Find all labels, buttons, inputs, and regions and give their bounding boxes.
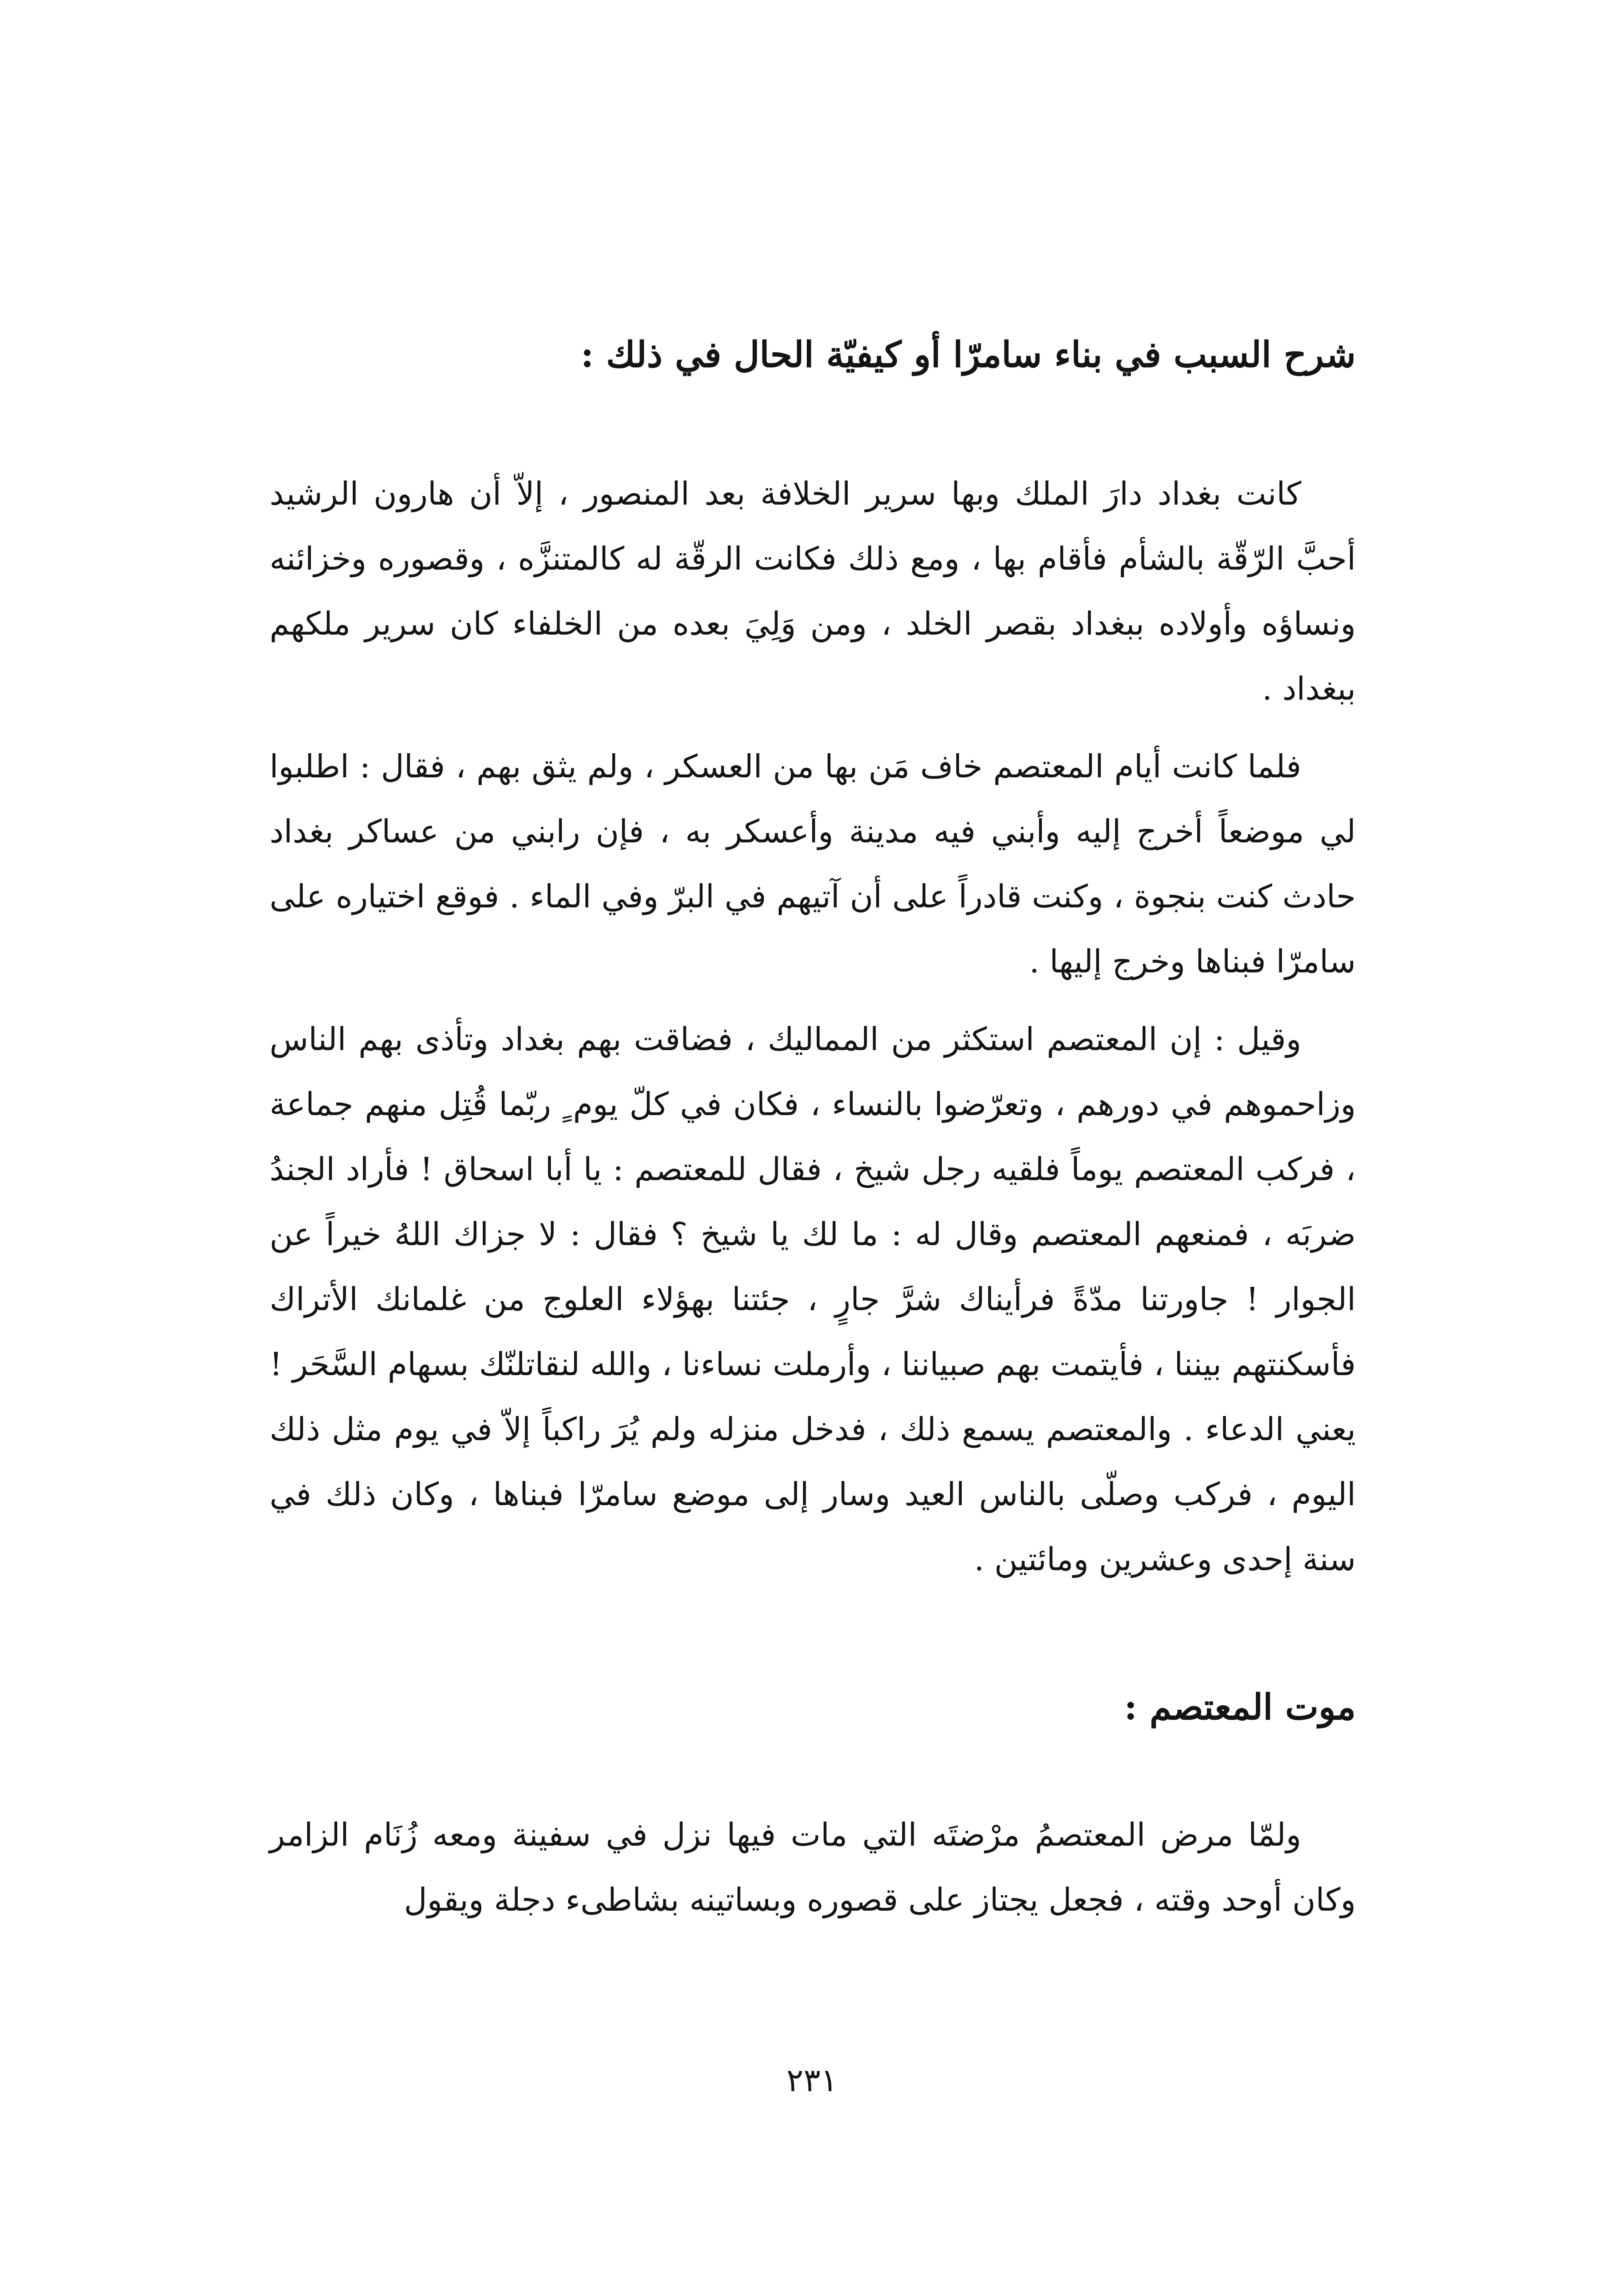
section-heading-samarra-founding: شرح السبب في بناء سامرّا أو كيفيّة الحال في ذلك : xyxy=(580,334,1356,375)
paragraph-old-man-story: وقيل : إن المعتصم استكثر من المماليك ، فضاقت بهم بغداد وتأذى بهم الناس وزاحموهم في دورهم ، وتعرّضوا بالنساء ، فكان في كلّ يوم ٍ ربّما قُتِل منهم جماعة ، فركب المعتصم يوماً فلقيه رجل شيخ ، فقال للمعتصم : يا أبا اسحاق ! فأراد الجندُ ضربَه ، فمنعهم المعتصم وقال له : ما لك يا شيخ ؟ فقال : لا جزاك اللهُ خيراً عن الجوار ! جاورتنا مدّةً فرأيناك شرَّ جارٍ ، جئتنا بهؤلاء العلوج من غلمانك الأتراك فأسكنتهم بيننا ، فأيتمت بهم صبياننا ، وأرملت نساءنا ، والله لنقاتلنّك بسهام السَّحَر ! يعني الدعاء . والمعتصم يسمع ذلك ، فدخل منزله ولم يُرَ راكباً إلاّ في يوم مثل ذلك اليوم ، فركب وصلّى بالناس العيد وسار إلى موضع سامرّا فبناها ، وكان ذلك في سنة إحدى وعشرين ومائتين . xyxy=(270,1021,1356,1578)
paragraph-mutasim-chooses-samarra: فلما كانت أيام المعتصم خاف مَن بها من العسكر ، ولم يثق بهم ، فقال : اطلبوا لي موضعاً أخرج إليه وأبني فيه مدينة وأعسكر به ، فإن رابني من عساكر بغداد حادث كنت بنجوة ، وكنت قادراً على أن آتيهم في البرّ وفي الماء . فوقع اختياره على سامرّا فبناها وخرج إليها . xyxy=(270,748,1356,980)
section-heading-death-of-mutasim: موت المعتصم : xyxy=(1124,1687,1356,1728)
paragraph-mutasim-final-illness: ولمّا مرض المعتصمُ مرْضتَه التي مات فيها نزل في سفينة ومعه زُنَام الزامر وكان أوحد وقته ، فجعل يجتاز على قصوره وبساتينه بشاطىء دجلة ويقول xyxy=(270,1816,1356,1918)
paragraph-baghdad-seat-of-caliphate: كانت بغداد دارَ الملك وبها سرير الخلافة بعد المنصور ، إلاّ أن هارون الرشيد أحبَّ الرّقّة بالشأم فأقام بها ، ومع ذلك فكانت الرقّة له كالمتنزَّه ، وقصوره وخزائنه ونساؤه وأولاده ببغداد بقصر الخلد ، ومن وَلِيَ بعده من الخلفاء كان سرير ملكهم ببغداد . xyxy=(270,475,1356,707)
page-number: ٢٣١ xyxy=(786,2062,838,2099)
